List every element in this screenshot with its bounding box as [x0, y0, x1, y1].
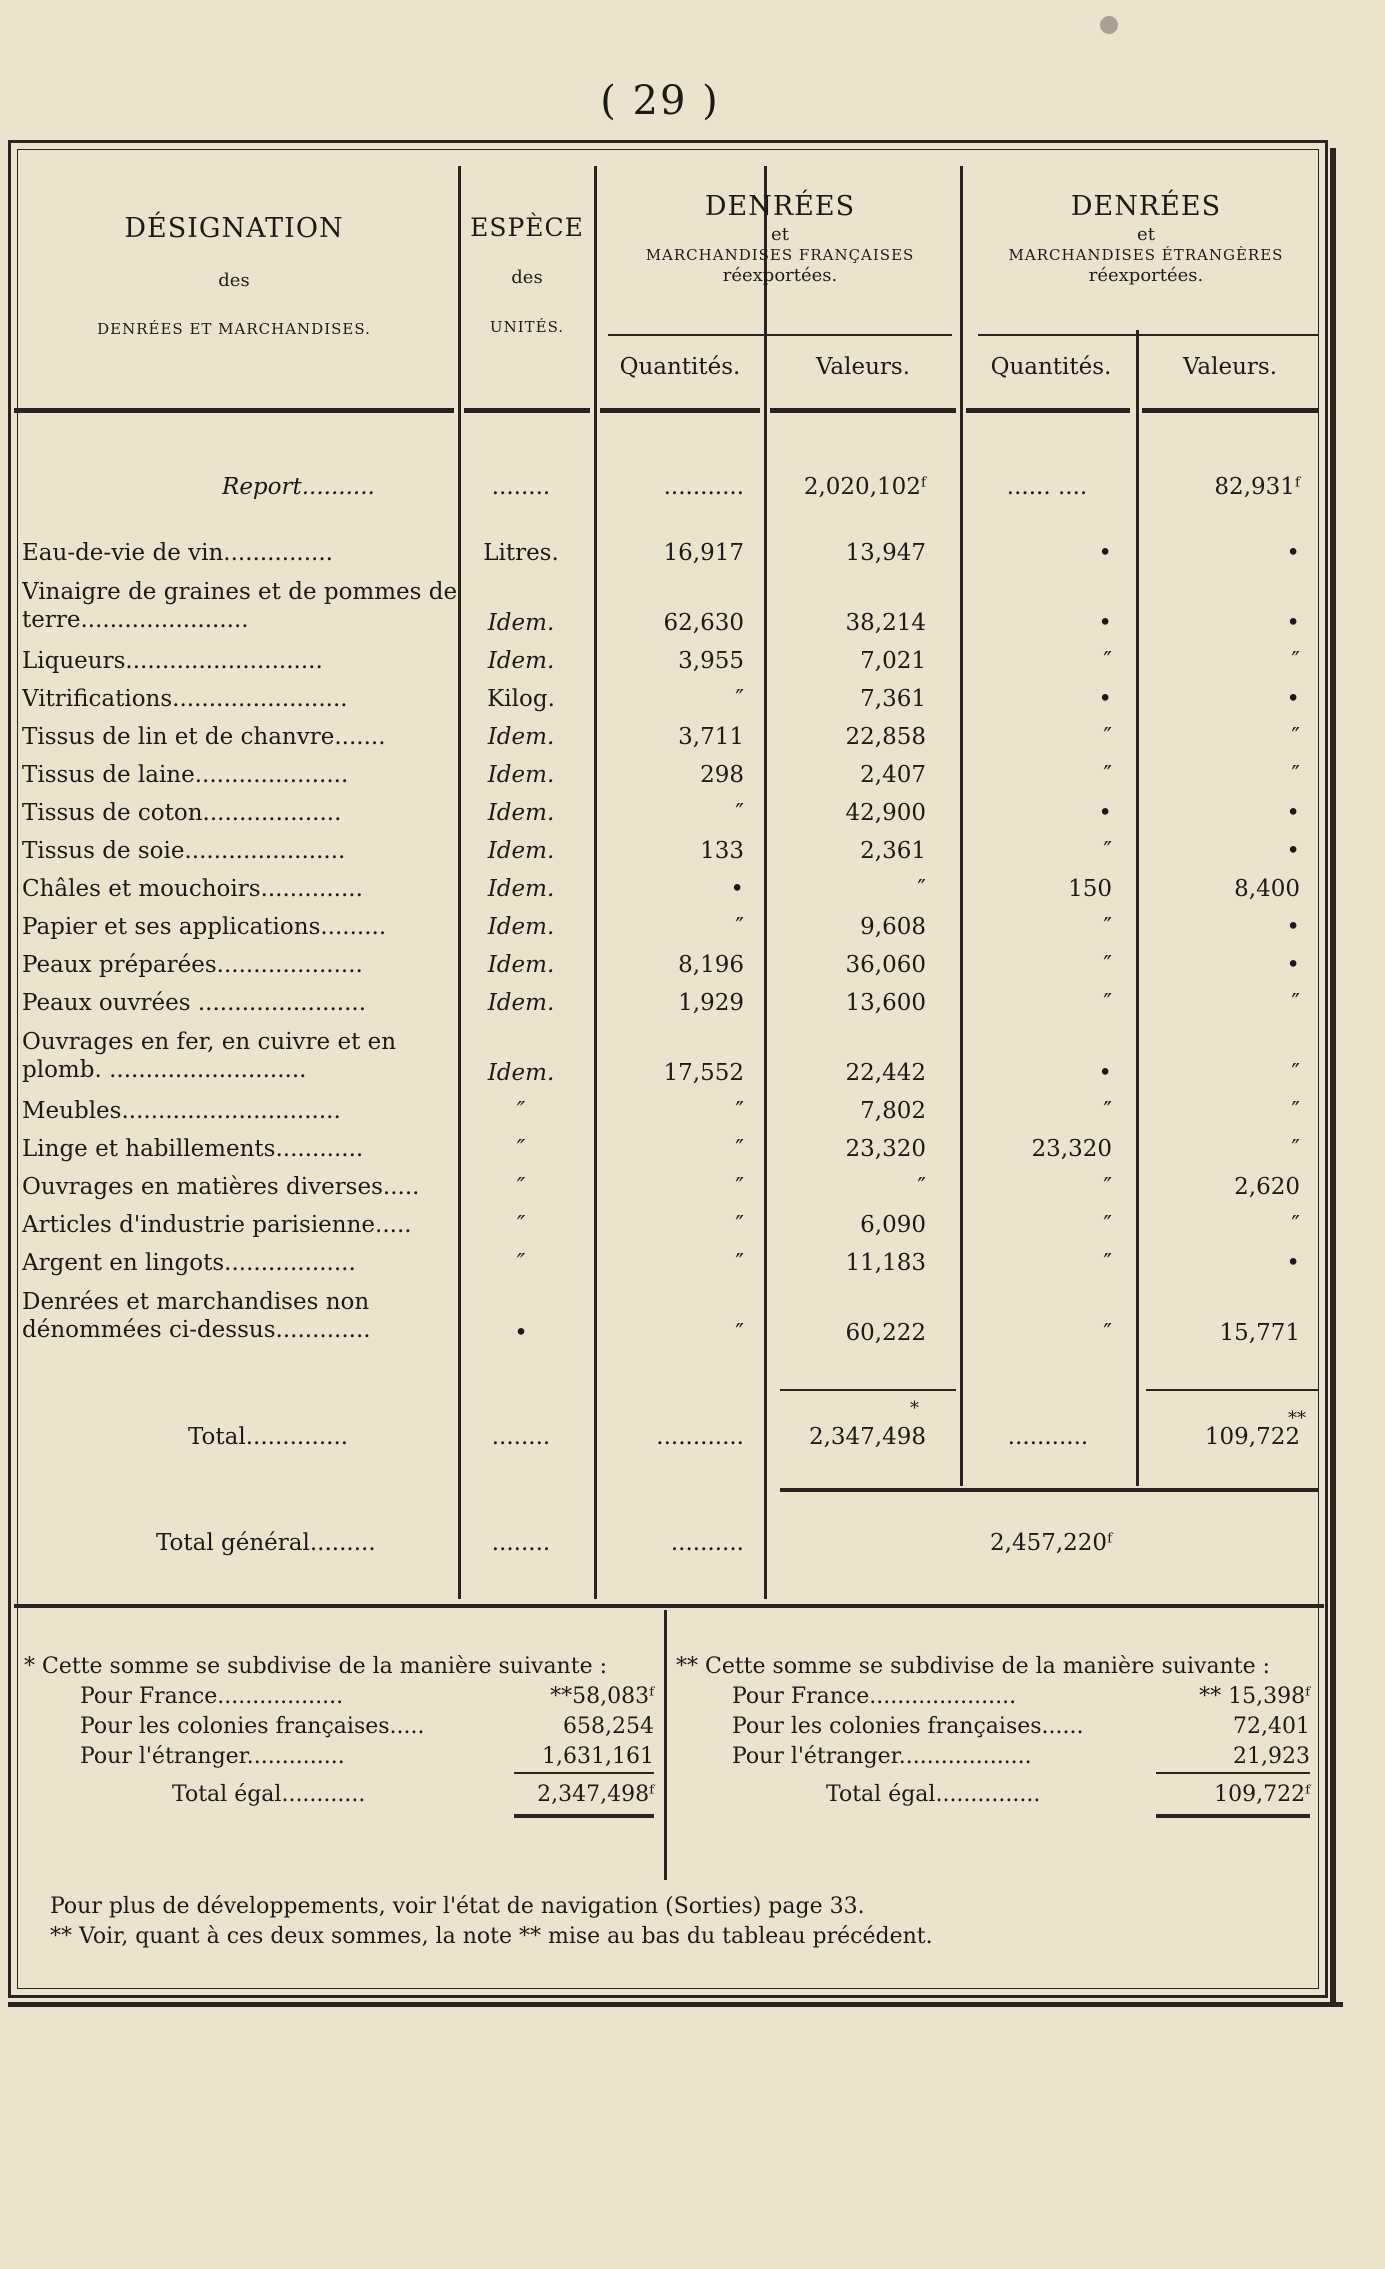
- row-unit: Idem.: [487, 990, 555, 1016]
- row-q2: ″: [1103, 838, 1112, 864]
- row-name: Peaux ouvrées .......................: [22, 990, 367, 1016]
- row-v1: 7,021: [860, 648, 926, 674]
- row-q2: ″: [1103, 648, 1112, 674]
- row-unit: Idem.: [487, 838, 555, 864]
- row-name: Papier et ses applications.........: [22, 914, 387, 940]
- total-general-unit: ........: [491, 1530, 551, 1556]
- total-v2: 109,722: [1204, 1424, 1300, 1450]
- row-v1: 13,600: [845, 990, 926, 1016]
- total-v1-mark: *: [910, 1398, 919, 1419]
- row-q1: ″: [735, 1098, 744, 1124]
- row-unit: ″: [516, 1136, 526, 1162]
- row-unit: Idem.: [487, 724, 555, 750]
- row-name: Peaux préparées....................: [22, 952, 363, 978]
- row-name: Meubles..............................: [22, 1098, 341, 1124]
- footnote-left-line: [24, 1712, 654, 1742]
- footnote-right-line: [676, 1712, 1310, 1742]
- report-q1: ...........: [663, 474, 744, 500]
- row-q2: ″: [1103, 952, 1112, 978]
- row-v1: 6,090: [860, 1212, 926, 1238]
- valeurs-header-et: Valeurs.: [1182, 354, 1278, 380]
- row-v2: •: [1286, 610, 1300, 636]
- fn-left-label: Pour France..................: [80, 1684, 344, 1709]
- row-q2: ″: [1103, 1098, 1112, 1124]
- row-name: Denrées et marchandises non dénommées ci-dessus.............: [22, 1289, 371, 1343]
- fn-right-value: ** 15,398ᶠ: [1199, 1684, 1310, 1709]
- row-v2: ″: [1291, 1098, 1300, 1124]
- fn-left-total-value: 2,347,498ᶠ: [537, 1782, 654, 1807]
- table-row: [0, 1174, 1330, 1212]
- row-unit: Kilog.: [487, 686, 555, 712]
- row-unit: Idem.: [487, 1060, 555, 1086]
- header-espece-sub: UNITÉS.: [489, 317, 565, 336]
- row-v1: 60,222: [845, 1320, 926, 1346]
- footnote-left-line: [24, 1742, 654, 1772]
- row-name: Liqueurs...........................: [22, 648, 323, 674]
- row-q2: ″: [1103, 990, 1112, 1016]
- francaises-header: [600, 190, 960, 288]
- fn-left-double-rule: [514, 1814, 654, 1818]
- header-francaises-et: et: [771, 223, 789, 245]
- page-number: ( 29 ): [600, 78, 720, 124]
- ink-smudge: [1100, 16, 1118, 34]
- row-name: Ouvrages en matières diverses.....: [22, 1174, 420, 1200]
- fn-left-label: Pour les colonies françaises.....: [80, 1714, 425, 1739]
- table-row: [0, 762, 1330, 800]
- header-etrangeres-sub: MARCHANDISES ÉTRANGÈRES: [1008, 246, 1284, 265]
- footnote-right-intro: ** Cette somme se subdivise de la manière suivante :: [676, 1654, 1270, 1679]
- table-row: [0, 1212, 1330, 1250]
- row-v1: 22,442: [845, 1060, 926, 1086]
- table-row: [0, 648, 1330, 686]
- row-q1: ″: [735, 914, 744, 940]
- row-q1: 62,630: [663, 610, 744, 636]
- total-row: [0, 1398, 1330, 1462]
- fn-right-double-rule: [1156, 1814, 1310, 1818]
- total-q2: ...........: [1007, 1424, 1089, 1450]
- row-v1: ″: [917, 876, 926, 902]
- row-q1: 133: [700, 838, 744, 864]
- row-q2: ″: [1103, 1320, 1112, 1346]
- fn-left-label: Pour l'étranger..............: [80, 1744, 345, 1769]
- header-rule: [770, 408, 956, 413]
- row-v1: 2,407: [860, 762, 926, 788]
- row-q1: 1,929: [678, 990, 744, 1016]
- row-q1: •: [730, 876, 744, 902]
- total-v1: 2,347,498: [808, 1424, 926, 1450]
- header-francaises-sub: MARCHANDISES FRANÇAISES: [645, 246, 915, 265]
- row-v1: 7,802: [860, 1098, 926, 1124]
- row-q1: 8,196: [678, 952, 744, 978]
- footnote-right-total: [676, 1780, 1310, 1810]
- row-unit: Idem.: [487, 876, 555, 902]
- row-v2: •: [1286, 540, 1300, 566]
- row-q1: ″: [735, 800, 744, 826]
- frame-bottom-rule: [8, 2002, 1343, 2007]
- row-unit: Idem.: [487, 762, 555, 788]
- brace-rule: [978, 334, 1318, 336]
- table-row: [0, 724, 1330, 762]
- row-q1: ″: [735, 1136, 744, 1162]
- total-general-q1: ..........: [670, 1530, 744, 1556]
- row-name: Argent en lingots..................: [22, 1250, 356, 1276]
- fn-right-value: 72,401: [1233, 1714, 1310, 1739]
- header-rule: [966, 408, 1130, 413]
- row-v1: 13,947: [845, 540, 926, 566]
- row-v2: ″: [1291, 990, 1300, 1016]
- fn-left-rule: [514, 1772, 654, 1780]
- row-q2: •: [1098, 686, 1112, 712]
- fn-left-value: **58,083ᶠ: [550, 1684, 654, 1709]
- row-q1: ″: [735, 1212, 744, 1238]
- report-label: Report..........: [222, 474, 375, 500]
- row-v1: 11,183: [845, 1250, 926, 1276]
- row-v2: •: [1286, 686, 1300, 712]
- table-row: [0, 876, 1330, 914]
- total-v2-mark: **: [1288, 1408, 1306, 1429]
- row-q2: •: [1098, 610, 1112, 636]
- note-line: Pour plus de développements, voir l'état de navigation (Sorties) page 33.: [50, 1894, 865, 1919]
- row-q2: 150: [1068, 876, 1112, 902]
- table-row: [0, 1028, 1330, 1092]
- report-v1: 2,020,102ᶠ: [803, 474, 926, 500]
- header-etrangeres-et: et: [1137, 223, 1155, 245]
- fn-right-rule: [1156, 1772, 1310, 1780]
- row-q1: 3,711: [678, 724, 744, 750]
- row-v2: •: [1286, 1250, 1300, 1276]
- fn-right-value: 21,923: [1233, 1744, 1310, 1769]
- header-designation-sub: DENRÉES ET MARCHANDISES.: [97, 320, 371, 339]
- espece-header: [460, 212, 594, 337]
- fn-left-value: 658,254: [563, 1714, 654, 1739]
- row-v2: ″: [1291, 762, 1300, 788]
- footnote-left-intro: * Cette somme se subdivise de la manière suivante :: [24, 1654, 607, 1679]
- header-etrangeres-reex: réexportées.: [1088, 265, 1204, 286]
- row-q1: ″: [735, 1320, 744, 1346]
- fn-right-total-label: Total égal...............: [826, 1782, 1041, 1807]
- row-q2: ″: [1103, 914, 1112, 940]
- row-q1: ″: [735, 1250, 744, 1276]
- header-designation-title: DÉSIGNATION: [124, 213, 344, 244]
- header-rule: [14, 408, 454, 413]
- row-name: Ouvrages en fer, en cuivre et en plomb. ...........................: [22, 1029, 397, 1083]
- header-francaises-title: DENRÉES: [704, 191, 856, 222]
- report-unit: ........: [491, 474, 551, 500]
- row-v2: 8,400: [1234, 876, 1300, 902]
- report-q2: ...... ....: [1006, 474, 1088, 500]
- row-q2: 23,320: [1031, 1136, 1112, 1162]
- row-unit: Idem.: [487, 648, 555, 674]
- etrangeres-header: [966, 190, 1326, 288]
- row-v2: •: [1286, 952, 1300, 978]
- bottom-notes: [50, 1892, 933, 1952]
- row-name: Tissus de coton...................: [22, 800, 342, 826]
- footnote-left: [24, 1652, 654, 1818]
- row-name: Articles d'industrie parisienne.....: [22, 1212, 412, 1238]
- row-v2: ″: [1291, 1212, 1300, 1238]
- row-q1: 298: [700, 762, 744, 788]
- total-rule: [1146, 1389, 1318, 1391]
- table-row: [0, 1098, 1330, 1136]
- fn-left-total-label: Total égal............: [172, 1782, 366, 1807]
- total-general-row: [0, 1530, 1330, 1568]
- header-espece-des: des: [511, 267, 543, 289]
- note-line: ** Voir, quant à ces deux sommes, la note ** mise au bas du tableau précédent.: [50, 1924, 933, 1949]
- row-unit: ″: [516, 1212, 526, 1238]
- footnote-divider: [664, 1610, 667, 1880]
- total-rule: [780, 1389, 956, 1391]
- quantites-header-et: Quantités.: [990, 354, 1112, 380]
- row-unit: Idem.: [487, 914, 555, 940]
- table-row: [0, 1136, 1330, 1174]
- row-v1: 36,060: [845, 952, 926, 978]
- row-q2: ″: [1103, 1250, 1112, 1276]
- fn-right-total-value: 109,722ᶠ: [1214, 1782, 1310, 1807]
- row-q2: •: [1098, 800, 1112, 826]
- header-rule: [464, 408, 590, 413]
- fn-right-label: Pour les colonies françaises......: [732, 1714, 1084, 1739]
- header-rule: [1142, 408, 1318, 413]
- row-v2: •: [1286, 838, 1300, 864]
- row-v2: •: [1286, 914, 1300, 940]
- brace-rule: [608, 334, 952, 336]
- footnote-left-total: [24, 1780, 654, 1810]
- row-v2: 15,771: [1219, 1320, 1300, 1346]
- row-unit: ″: [516, 1174, 526, 1200]
- row-v2: ″: [1291, 648, 1300, 674]
- footnote-right-line: [676, 1742, 1310, 1772]
- total-unit: ........: [491, 1424, 551, 1450]
- row-unit: Idem.: [487, 800, 555, 826]
- row-name: Linge et habillements............: [22, 1136, 364, 1162]
- total-q1: ............: [656, 1424, 744, 1450]
- table-row: [0, 686, 1330, 724]
- table-row: [0, 990, 1330, 1028]
- row-unit: •: [514, 1320, 528, 1346]
- row-q2: ″: [1103, 1174, 1112, 1200]
- table-row: [0, 800, 1330, 838]
- row-name: Vitrifications........................: [22, 686, 348, 712]
- header-etrangeres-title: DENRÉES: [1070, 191, 1222, 222]
- fn-right-label: Pour France.....................: [732, 1684, 1017, 1709]
- row-name: Eau-de-vie de vin...............: [22, 540, 333, 566]
- valeurs-header-fr: Valeurs.: [815, 354, 911, 380]
- row-v1: 23,320: [845, 1136, 926, 1162]
- header-francaises-reex: réexportées.: [722, 265, 838, 286]
- row-v1: 2,361: [860, 838, 926, 864]
- frame-right-rule: [1330, 148, 1336, 2006]
- row-v1: 42,900: [845, 800, 926, 826]
- fn-left-value: 1,631,161: [542, 1744, 654, 1769]
- row-name: Vinaigre de graines et de pommes de terre.......................: [22, 579, 458, 633]
- row-unit: Litres.: [483, 540, 559, 566]
- table-row: [0, 1288, 1330, 1352]
- row-v1: ″: [917, 1174, 926, 1200]
- row-v2: •: [1286, 800, 1300, 826]
- quantites-header-fr: Quantités.: [619, 354, 741, 380]
- row-unit: Idem.: [487, 610, 555, 636]
- total-general-value: 2,457,220ᶠ: [990, 1530, 1113, 1556]
- table-row: [0, 914, 1330, 952]
- footnote-left-line: [24, 1682, 654, 1712]
- row-v2: ″: [1291, 1136, 1300, 1162]
- row-q1: 17,552: [663, 1060, 744, 1086]
- table-row: [0, 1250, 1330, 1288]
- row-unit: ″: [516, 1098, 526, 1124]
- table-row: [0, 838, 1330, 876]
- table-row: [0, 578, 1330, 642]
- row-v1: 38,214: [845, 610, 926, 636]
- footnote-right: [676, 1652, 1310, 1818]
- total-label: Total..............: [188, 1424, 349, 1450]
- row-unit: Idem.: [487, 952, 555, 978]
- row-q2: ″: [1103, 1212, 1112, 1238]
- row-name: Tissus de lin et de chanvre.......: [22, 724, 386, 750]
- row-unit: ″: [516, 1250, 526, 1276]
- table-row: [0, 540, 1330, 578]
- row-v1: 7,361: [860, 686, 926, 712]
- row-q2: ″: [1103, 762, 1112, 788]
- footnote-separator: [14, 1604, 1324, 1608]
- row-name: Tissus de laine.....................: [22, 762, 349, 788]
- row-q2: ″: [1103, 724, 1112, 750]
- row-v2: ″: [1291, 724, 1300, 750]
- header-designation-des: des: [218, 269, 250, 291]
- row-q2: •: [1098, 540, 1112, 566]
- report-v2: 82,931ᶠ: [1214, 474, 1300, 500]
- designation-header: [14, 212, 454, 339]
- row-q1: ″: [735, 686, 744, 712]
- row-v2: ″: [1291, 1060, 1300, 1086]
- row-v2: 2,620: [1234, 1174, 1300, 1200]
- row-v1: 22,858: [845, 724, 926, 750]
- row-name: Tissus de soie......................: [22, 838, 346, 864]
- fn-right-label: Pour l'étranger...................: [732, 1744, 1032, 1769]
- row-q2: •: [1098, 1060, 1112, 1086]
- header-rule: [600, 408, 760, 413]
- row-q1: 16,917: [663, 540, 744, 566]
- total-general-brace: [780, 1488, 1318, 1492]
- table-row: [0, 952, 1330, 990]
- row-q1: ″: [735, 1174, 744, 1200]
- row-q1: 3,955: [678, 648, 744, 674]
- header-espece-title: ESPÈCE: [470, 213, 584, 242]
- total-general-label: Total général.........: [156, 1530, 376, 1556]
- report-row: [0, 474, 1330, 512]
- row-name: Châles et mouchoirs..............: [22, 876, 363, 902]
- footnote-right-line: [676, 1682, 1310, 1712]
- row-v1: 9,608: [860, 914, 926, 940]
